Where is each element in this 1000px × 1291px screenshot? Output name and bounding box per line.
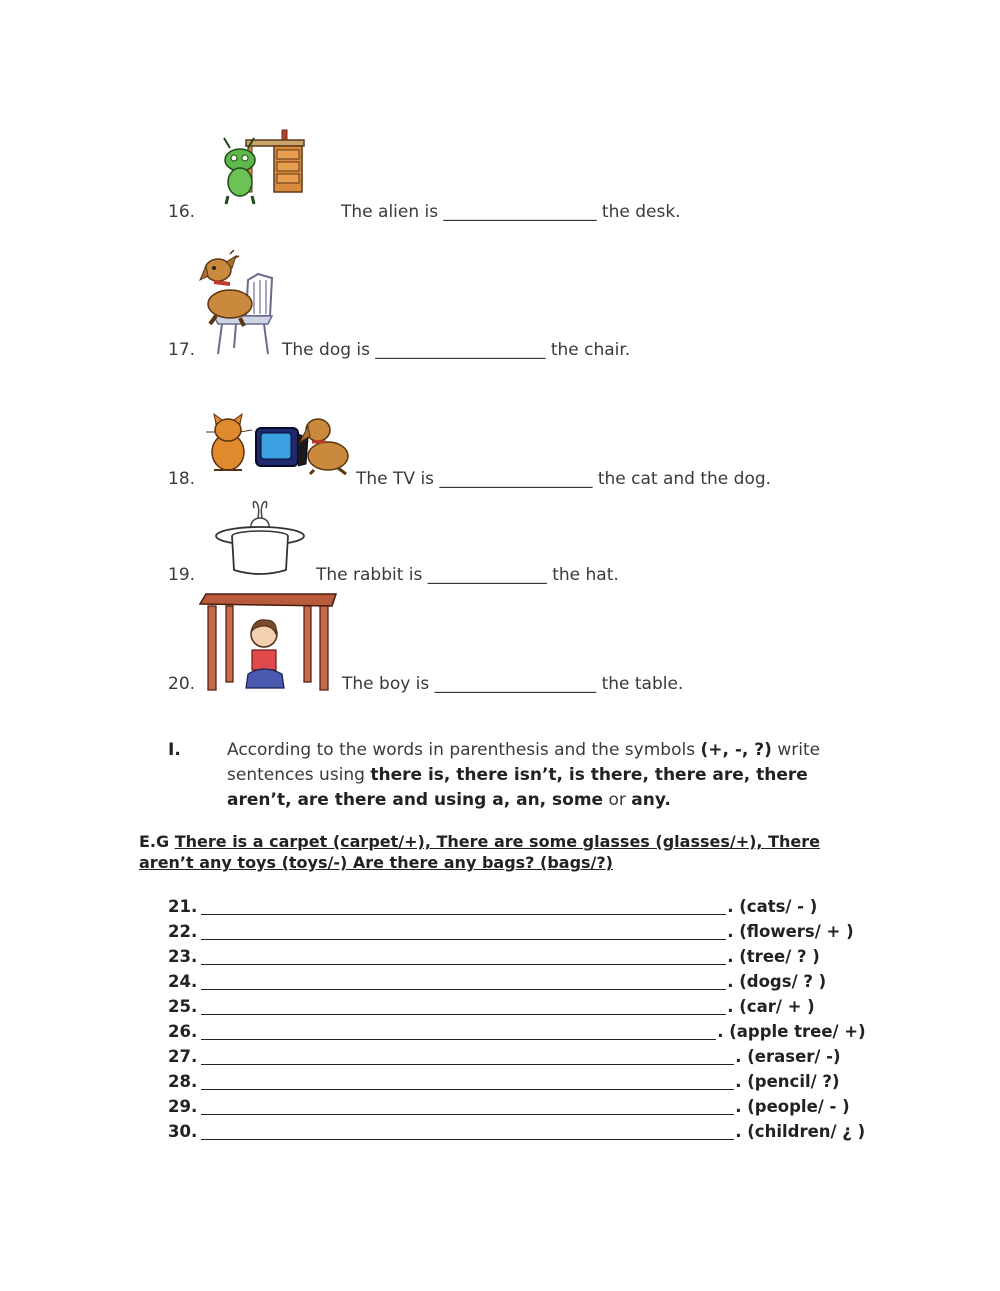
instruction-symbols: (+, -, ?): [700, 740, 772, 760]
exercise-row: [168, 921, 854, 943]
sentence-start: The alien is: [341, 202, 439, 222]
sentence-end: the table.: [601, 674, 684, 694]
exercise-hint: . (people/ - ): [735, 1097, 850, 1116]
exercise-row: [168, 996, 815, 1018]
sentence-start: The dog is: [282, 340, 370, 360]
instruction-text: or: [603, 790, 632, 810]
example-text: There is a carpet (carpet/+), There are some glasses (glasses/+), There aren’t any toys (toys/-) Are there any bags? (bags/?): [139, 832, 820, 872]
exercise-row: [168, 971, 826, 993]
answer-line[interactable]: [201, 1098, 734, 1115]
instruction-text: write sentences using: [227, 740, 821, 785]
answer-line[interactable]: [201, 1073, 734, 1090]
example-block: [139, 831, 859, 873]
sentence-start: The boy is: [342, 674, 430, 694]
exercise-row: [168, 896, 817, 918]
sentence-end: the chair.: [550, 340, 631, 360]
exercise-hint: . (car/ + ): [727, 997, 815, 1016]
exercise-hint: . (pencil/ ?): [735, 1072, 840, 1091]
answer-line[interactable]: [201, 1123, 734, 1140]
exercise-number: 28.: [168, 1072, 198, 1091]
answer-blank[interactable]: __________________: [439, 469, 593, 489]
question-number: 19.: [168, 565, 196, 585]
exercise-number: 22.: [168, 922, 198, 941]
answer-blank[interactable]: ____________________: [375, 340, 546, 360]
exercise-row: [168, 1046, 841, 1068]
instruction-text: According to the words in parenthesis and the symbols: [227, 740, 701, 760]
instruction-any: any.: [631, 790, 671, 810]
sentence-end: the desk.: [601, 202, 681, 222]
exercise-hint: . (eraser/ -): [735, 1047, 841, 1066]
exercise-row: [168, 1021, 866, 1043]
sentence-end: the hat.: [552, 565, 619, 585]
answer-line[interactable]: [201, 998, 726, 1015]
sentence-start: The rabbit is: [316, 565, 423, 585]
question-number: 20.: [168, 674, 196, 694]
question-sentence: [282, 340, 630, 360]
exercise-number: 26.: [168, 1022, 198, 1041]
answer-line[interactable]: [201, 898, 726, 915]
answer-line[interactable]: [201, 948, 726, 965]
example-label: E.G: [139, 832, 170, 851]
exercise-hint: . (dogs/ ? ): [727, 972, 827, 991]
question-number: 18.: [168, 469, 196, 489]
exercise-number: 30.: [168, 1122, 198, 1141]
exercise-number: 27.: [168, 1047, 198, 1066]
exercise-hint: . (flowers/ + ): [727, 922, 854, 941]
section-number: I.: [168, 740, 181, 760]
exercise-row: [168, 1121, 865, 1143]
exercise-row: [168, 946, 820, 968]
boy-table-picture: [196, 590, 338, 692]
question-sentence: [316, 565, 619, 585]
answer-blank[interactable]: ______________: [427, 565, 547, 585]
exercise-row: [168, 1096, 850, 1118]
question-number: 17.: [168, 340, 196, 360]
question-number: 16.: [168, 202, 196, 222]
exercise-hint: . (tree/ ? ): [727, 947, 820, 966]
exercise-number: 25.: [168, 997, 198, 1016]
question-sentence: [356, 469, 771, 489]
exercise-number: 21.: [168, 897, 198, 916]
exercise-number: 29.: [168, 1097, 198, 1116]
exercise-hint: . (children/ ¿ ): [735, 1122, 866, 1141]
answer-line[interactable]: [201, 973, 726, 990]
exercise-hint: . (cats/ - ): [727, 897, 818, 916]
answer-blank[interactable]: __________________: [443, 202, 597, 222]
exercise-number: 23.: [168, 947, 198, 966]
exercise-hint: . (apple tree/ +): [717, 1022, 866, 1041]
answer-line[interactable]: [201, 1023, 716, 1040]
answer-blank[interactable]: ___________________: [434, 674, 597, 694]
section-instructions: [227, 738, 867, 813]
instruction-phrases: there is, there isn’t, is there, there are, there aren’t, are there and using a, an, some: [227, 765, 808, 810]
question-sentence: [341, 202, 681, 222]
exercise-row: [168, 1071, 840, 1093]
dog-chair-picture: [196, 250, 280, 356]
exercise-number: 24.: [168, 972, 198, 991]
alien-desk-picture: [218, 126, 310, 206]
question-sentence: [342, 674, 683, 694]
sentence-end: the cat and the dog.: [597, 469, 772, 489]
cat-tv-dog-picture: [200, 412, 356, 476]
sentence-start: The TV is: [356, 469, 435, 489]
answer-line[interactable]: [201, 1048, 734, 1065]
rabbit-hat-picture: [212, 500, 310, 576]
answer-line[interactable]: [201, 923, 726, 940]
